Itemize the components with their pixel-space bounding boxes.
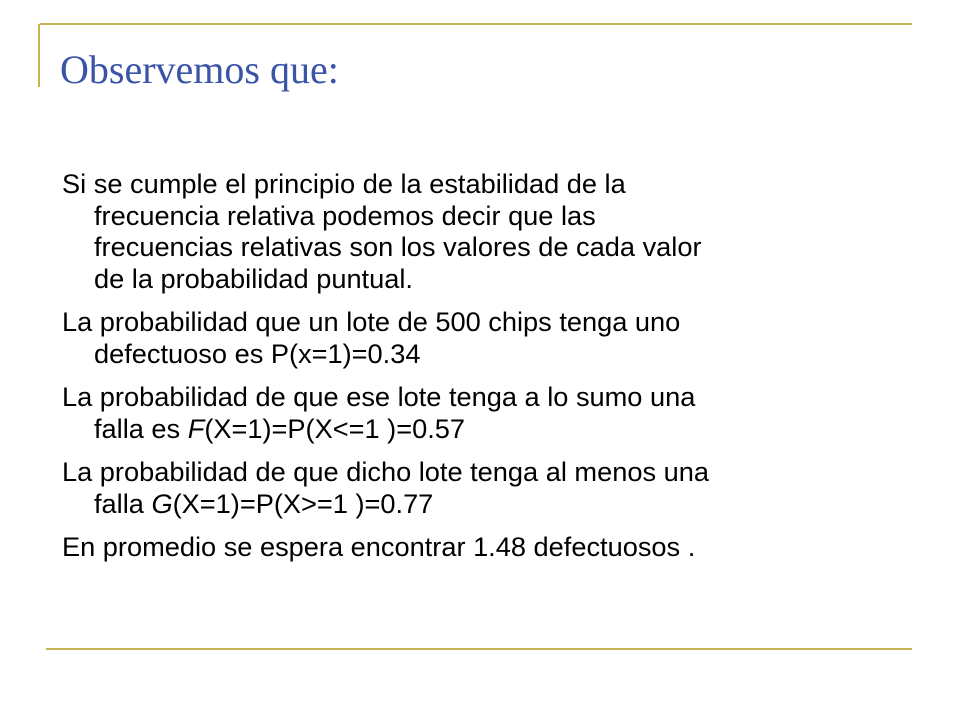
formula-expression: (X=1)=P(X<=1 )=0.57 [204, 412, 466, 444]
text-line: La probabilidad de que dicho lote tenga al menos una [62, 456, 709, 487]
text-line [94, 488, 433, 519]
text-line: frecuencia relativa podemos decir que las [94, 199, 596, 231]
paragraph-survival-probability [62, 456, 900, 519]
text-line: La probabilidad de que ese lote tenga a lo sumo una [62, 381, 696, 412]
text-line: frecuencias relativas son los valores de cada valor [94, 231, 702, 262]
text-prefix: falla [94, 487, 152, 519]
bottom-accent-rule [46, 648, 912, 650]
text-prefix: falla es [94, 412, 188, 444]
text-line: Si se cumple el principio de la estabilidad de la [62, 168, 626, 199]
text-line: En promedio se espera encontrar 1.48 defectuosos . [62, 531, 696, 562]
slide-body [62, 168, 900, 563]
left-accent-rule [38, 24, 40, 87]
paragraph-expected-value [62, 531, 900, 563]
paragraph-stability [62, 168, 900, 294]
formula-expression: (X=1)=P(X>=1 )=0.77 [172, 487, 434, 519]
paragraph-point-probability [62, 306, 900, 369]
top-accent-rule [40, 23, 912, 25]
text-line [94, 413, 465, 444]
function-symbol-g: G [151, 487, 173, 519]
text-line: La probabilidad que un lote de 500 chips tenga uno [62, 306, 681, 337]
function-symbol-f: F [187, 412, 205, 444]
text-line: defectuoso es P(x=1)=0.34 [94, 337, 421, 369]
paragraph-cumulative-probability [62, 381, 900, 444]
slide-title: Observemos que: [60, 47, 339, 92]
text-line: de la probabilidad puntual. [94, 262, 413, 294]
